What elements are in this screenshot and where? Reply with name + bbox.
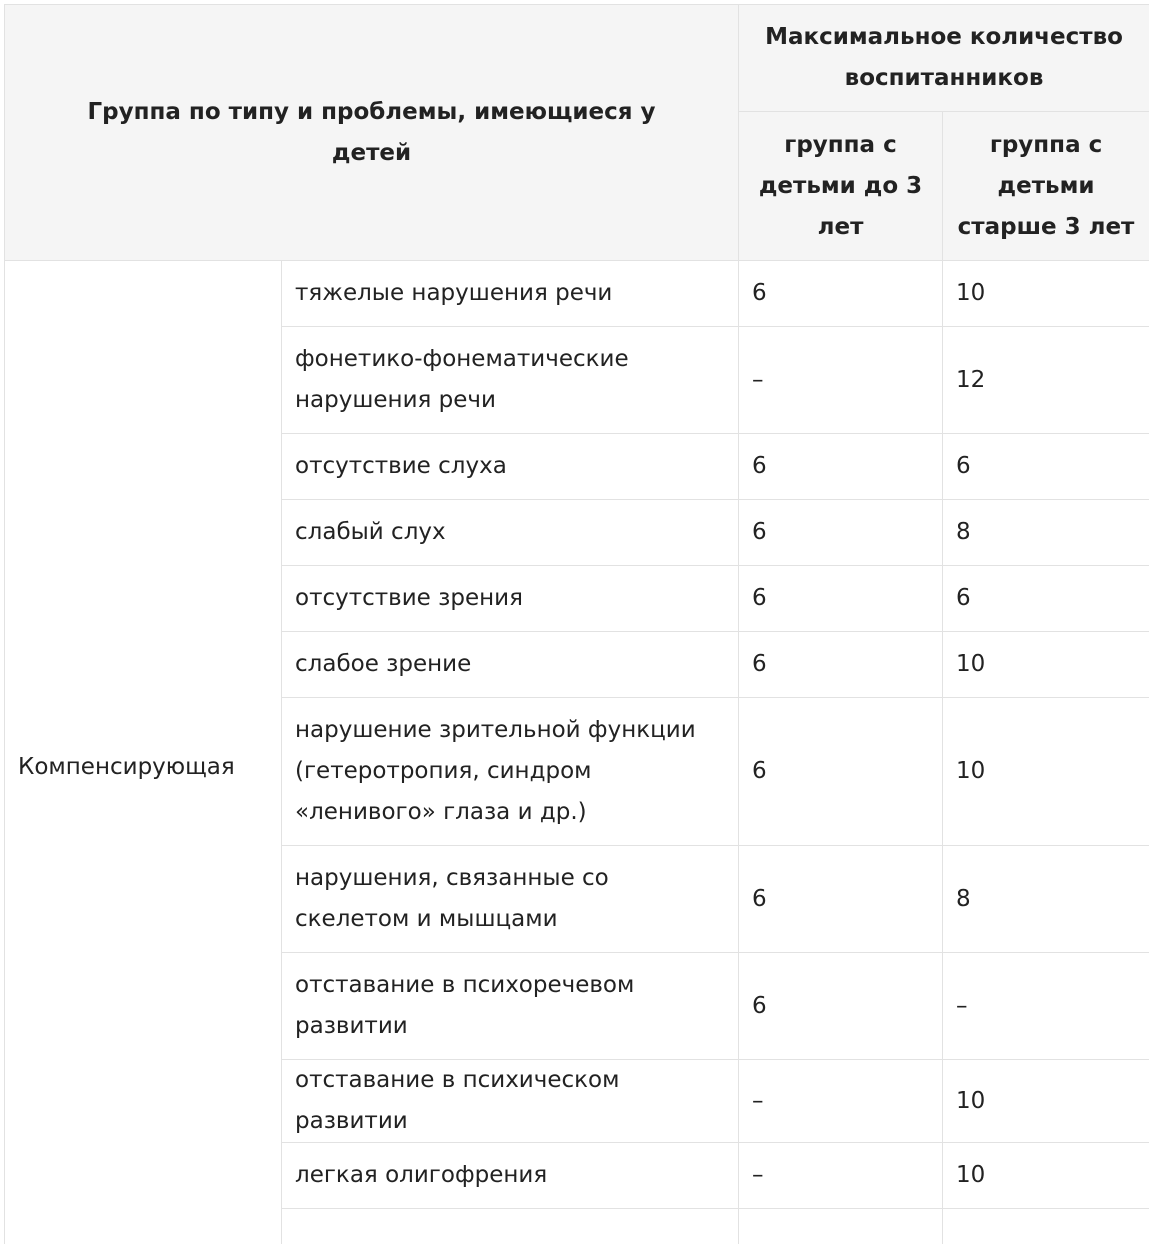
under3-cell: – — [739, 1143, 943, 1209]
under3-cell: 6 — [739, 566, 943, 632]
problem-cell: легкая олигофрения — [282, 1143, 739, 1209]
problem-cell — [282, 1209, 739, 1244]
under3-cell: 6 — [739, 434, 943, 500]
problem-cell: нарушения, связанные со скелетом и мышцами — [282, 846, 739, 953]
over3-cell: 10 — [943, 698, 1149, 846]
under3-cell — [739, 1209, 943, 1244]
problem-cell: слабый слух — [282, 500, 739, 566]
header-under-3: группа с детьми до 3 лет — [739, 112, 943, 261]
over3-cell: 12 — [943, 327, 1149, 434]
under3-cell: 6 — [739, 846, 943, 953]
over3-cell: 6 — [943, 566, 1149, 632]
problem-cell: фонетико-фонематические нарушения речи — [282, 327, 739, 434]
under3-cell: 6 — [739, 698, 943, 846]
problem-cell: отсутствие слуха — [282, 434, 739, 500]
over3-cell: 10 — [943, 1143, 1149, 1209]
header-group-type: Группа по типу и проблемы, имеющиеся у детей — [5, 5, 739, 261]
problem-cell: нарушение зрительной функции (гетеротропия, синдром «ленивого» глаза и др.) — [282, 698, 739, 846]
over3-cell — [943, 1209, 1149, 1244]
problem-cell: отставание в психоречевом развитии — [282, 953, 739, 1060]
problem-cell: отсутствие зрения — [282, 566, 739, 632]
under3-cell: 6 — [739, 632, 943, 698]
header-over-3: группа с детьми старше 3 лет — [943, 112, 1149, 261]
header-max-count: Максимальное количество воспитанников — [739, 5, 1149, 112]
over3-cell: 10 — [943, 261, 1149, 327]
groups-table — [4, 4, 1149, 1244]
over3-cell: – — [943, 953, 1149, 1060]
header-row-1 — [5, 5, 1150, 112]
over3-cell: 8 — [943, 500, 1149, 566]
under3-cell: 6 — [739, 261, 943, 327]
over3-cell: 6 — [943, 434, 1149, 500]
problem-cell: тяжелые нарушения речи — [282, 261, 739, 327]
over3-cell: 8 — [943, 846, 1149, 953]
over3-cell: 10 — [943, 632, 1149, 698]
under3-cell: 6 — [739, 500, 943, 566]
table-row — [5, 261, 1150, 327]
over3-cell: 10 — [943, 1060, 1149, 1143]
category-cell: Компенсирующая — [5, 261, 282, 1244]
table-container — [4, 4, 1149, 1244]
problem-cell: отставание в психическом развитии — [282, 1060, 739, 1143]
under3-cell: – — [739, 1060, 943, 1143]
under3-cell: – — [739, 327, 943, 434]
under3-cell: 6 — [739, 953, 943, 1060]
problem-cell: слабое зрение — [282, 632, 739, 698]
